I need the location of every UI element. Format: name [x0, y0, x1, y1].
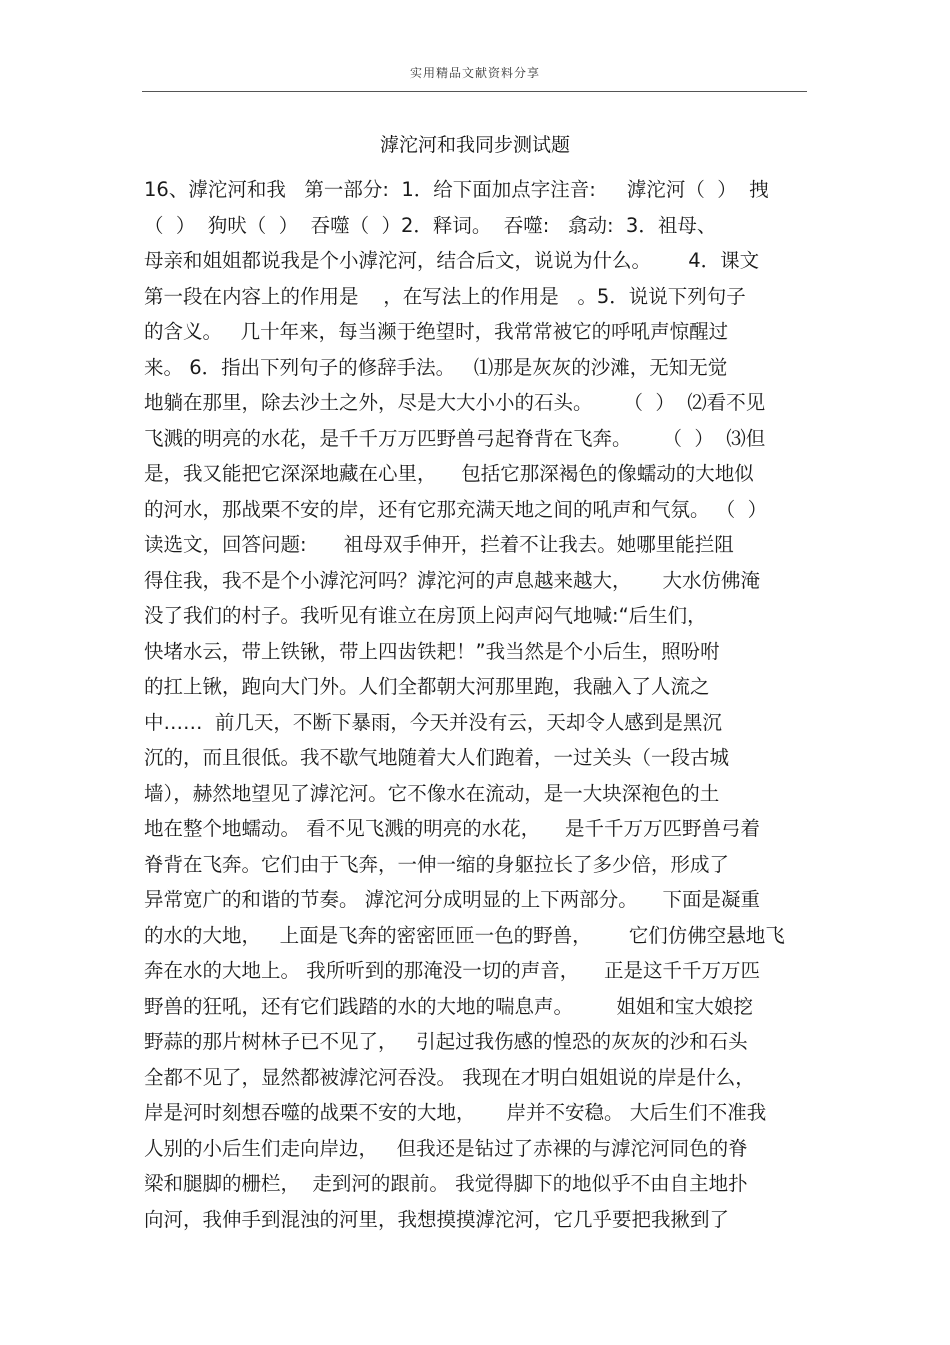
body-line: 的扛上锹，跑向大门外。人们全都朝大河那里跑，我融入了人流之 [144, 675, 710, 698]
body-line: 母亲和姐姐都说我是个小滹沱河，结合后文，说说为什么。 4．课文 [144, 249, 760, 272]
body-line: 第一段在内容上的作用是 ，在写法上的作用是 。5．说说下列句子 [144, 284, 746, 308]
body-line: 异常宽广的和谐的节奏。 滹沱河分成明显的上下两部分。 下面是凝重 [144, 888, 760, 911]
body-line: 读选文，回答问题: 祖母双手伸开，拦着不让我去。她哪里能拦阻 [144, 533, 734, 556]
body-line: 来。 6．指出下列句子的修辞手法。 ⑴那是灰灰的沙滩，无知无觉 [144, 355, 728, 379]
body-line: 向河，我伸手到混浊的河里，我想摸摸滹沱河，它几乎要把我揪到了 [144, 1207, 730, 1231]
body-line: 飞溅的明亮的水花，是千千万万匹野兽弓起脊背在飞奔。 （ ） ⑶但 [144, 426, 766, 450]
document-body [144, 172, 814, 1237]
body-line: 野兽的狂吼，还有它们践踏的水的大地的喘息声。 姐姐和宝大娘挖 [144, 994, 753, 1018]
body-line: 全都不见了，显然都被滹沱河吞没。 我现在才明白姐姐说的岸是什么， [144, 1065, 755, 1089]
document-title: 滹沱河和我同步测试题 [379, 134, 570, 156]
body-line: 没了我们的村子。我听见有谁立在房顶上闷声闷气地喊:“后生们， [144, 604, 707, 627]
page-header: 实用精品文献资料分享 [409, 66, 540, 80]
body-line: 野蒜的那片树林子已不见了， 引起过我伤感的惶恐的灰灰的沙和石头 [144, 1030, 748, 1053]
body-line: 地躺在那里，除去沙土之外，尽是大大小小的石头。 （ ） ⑵看不见 [144, 391, 766, 414]
body-line: 是，我又能把它深深地藏在心里， 包括它那深褐色的像蠕动的大地似 [144, 462, 754, 485]
body-line: 梁和腿脚的栅栏， 走到河的跟前。 我觉得脚下的地似乎不由自主地扑 [144, 1172, 748, 1195]
body-line: 墙），赫然地望见了滹沱河。它不像水在流动，是一大块深袍色的土 [144, 781, 720, 805]
body-line: 16、滹沱河和我 第一部分: 1．给下面加点字注音: 滹沱河（ ） 拽 [144, 178, 769, 201]
body-line: 人别的小后生们走向岸边， 但我还是钻过了赤裸的与滹沱河同色的脊 [144, 1136, 748, 1160]
body-line: 沉的，而且很低。我不歇气地随着大人们跑着，一过关头（一段古城 [144, 746, 730, 769]
body-line: 脊背在飞奔。它们由于飞奔，一伸一缩的身躯拉长了多少倍，形成了 [144, 852, 730, 876]
body-line: 奔在水的大地上。 我所听到的那淹没一切的声音， 正是这千千万万匹 [144, 959, 760, 982]
header-divider [142, 91, 807, 92]
body-line: 岸是河时刻想吞噬的战栗不安的大地， 岸并不安稳。 大后生们不准我 [144, 1101, 767, 1124]
body-line: 中…… 前几天，不断下暴雨，今天并没有云，天却令人感到是黑沉 [144, 710, 722, 734]
body-line: 得住我，我不是个小滹沱河吗？滹沱河的声息越来越大， 大水仿佛淹 [144, 568, 760, 592]
body-line: 的含义。 几十年来，每当濒于绝望时，我常常被它的呼吼声惊醒过 [144, 320, 729, 343]
body-line: 快堵水云，带上铁锹，带上四齿铁耙！”我当然是个小后生，照吩咐 [144, 639, 720, 663]
body-line: （ ） 狗吠（ ） 吞噬（ ）2．释词。 吞噬: 翕动: 3．祖母、 [144, 213, 717, 237]
body-line: 的河水，那战栗不安的岸，还有它那充满天地之间的吼声和气氛。 （ ） [144, 497, 768, 521]
body-line: 地在整个地蠕动。 看不见飞溅的明亮的水花， 是千千万万匹野兽弓着 [144, 817, 760, 840]
body-line: 的水的大地， 上面是飞奔的密密匝匝一色的野兽， 它们仿佛空悬地飞 [144, 923, 785, 947]
